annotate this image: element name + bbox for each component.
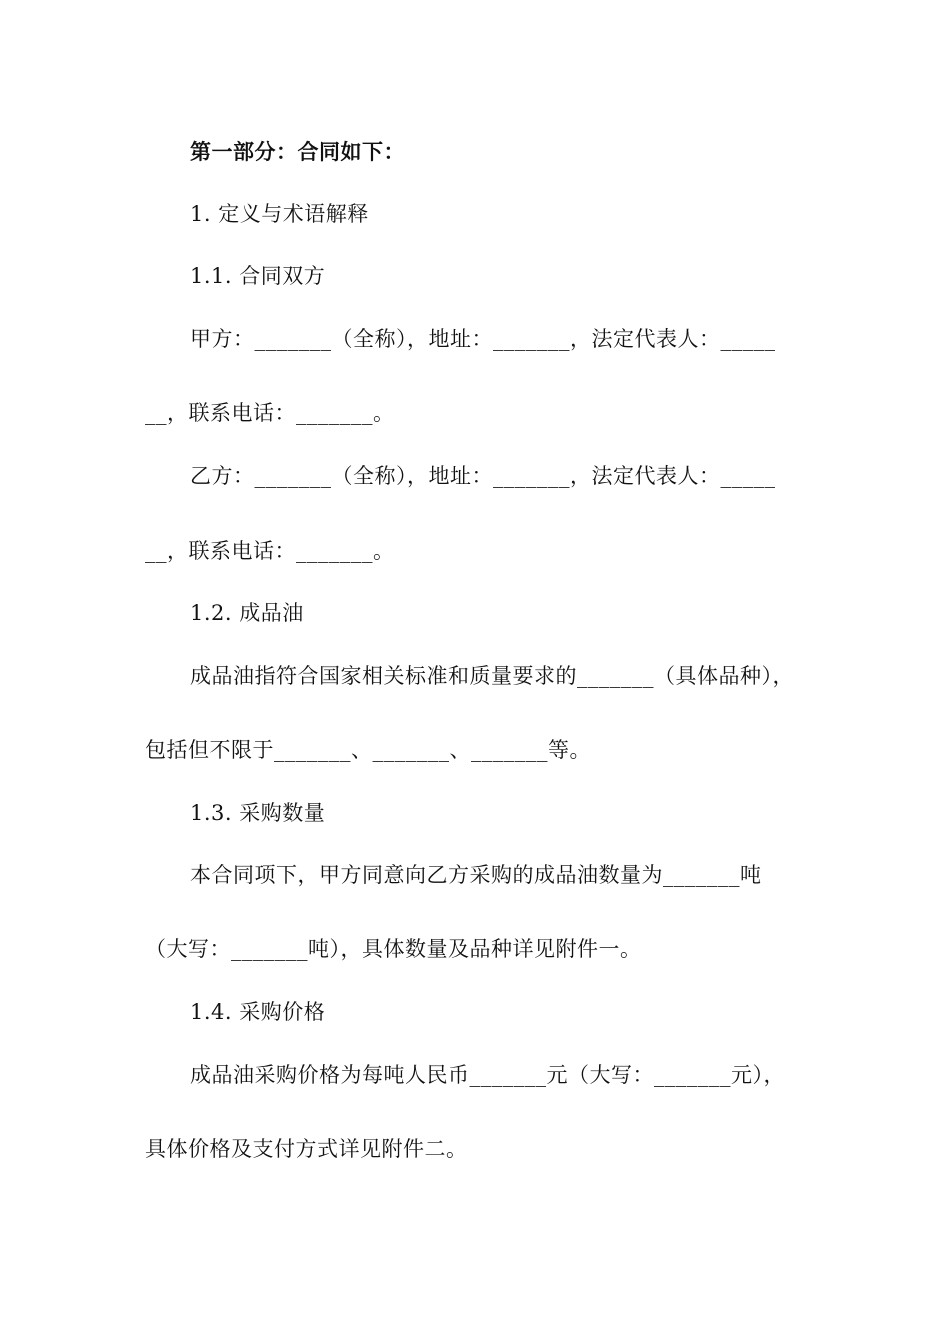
quantity-line-2: （大写：_______吨），具体数量及品种详见附件一。 [145,937,642,961]
party-a-line-2: __，联系电话：_______。 [145,401,395,425]
price-line-1: 成品油采购价格为每吨人民币_______元（大写：_______元）， [190,1063,785,1087]
section-1-3-title: 1.3. 采购数量 [190,801,326,825]
section-1-2-title: 1.2. 成品油 [190,601,304,625]
price-line-2: 具体价格及支付方式详见附件二。 [145,1137,468,1161]
party-b-line-2: __，联系电话：_______。 [145,539,395,563]
section-1-4-title: 1.4. 采购价格 [190,1000,326,1024]
party-a-line-1: 甲方：_______（全称），地址：_______，法定代表人：_____ [190,327,776,351]
document-heading: 第一部分：合同如下： [190,139,405,164]
quantity-line-1: 本合同项下，甲方同意向乙方采购的成品油数量为_______吨 [190,863,762,887]
section-1-title: 1. 定义与术语解释 [190,202,369,226]
section-1-1-title: 1.1. 合同双方 [190,264,326,288]
oil-definition-line-2: 包括但不限于_______、_______、_______等。 [145,738,591,762]
party-b-line-1: 乙方：_______（全称），地址：_______，法定代表人：_____ [190,464,776,488]
oil-definition-line-1: 成品油指符合国家相关标准和质量要求的_______（具体品种）， [190,664,794,688]
